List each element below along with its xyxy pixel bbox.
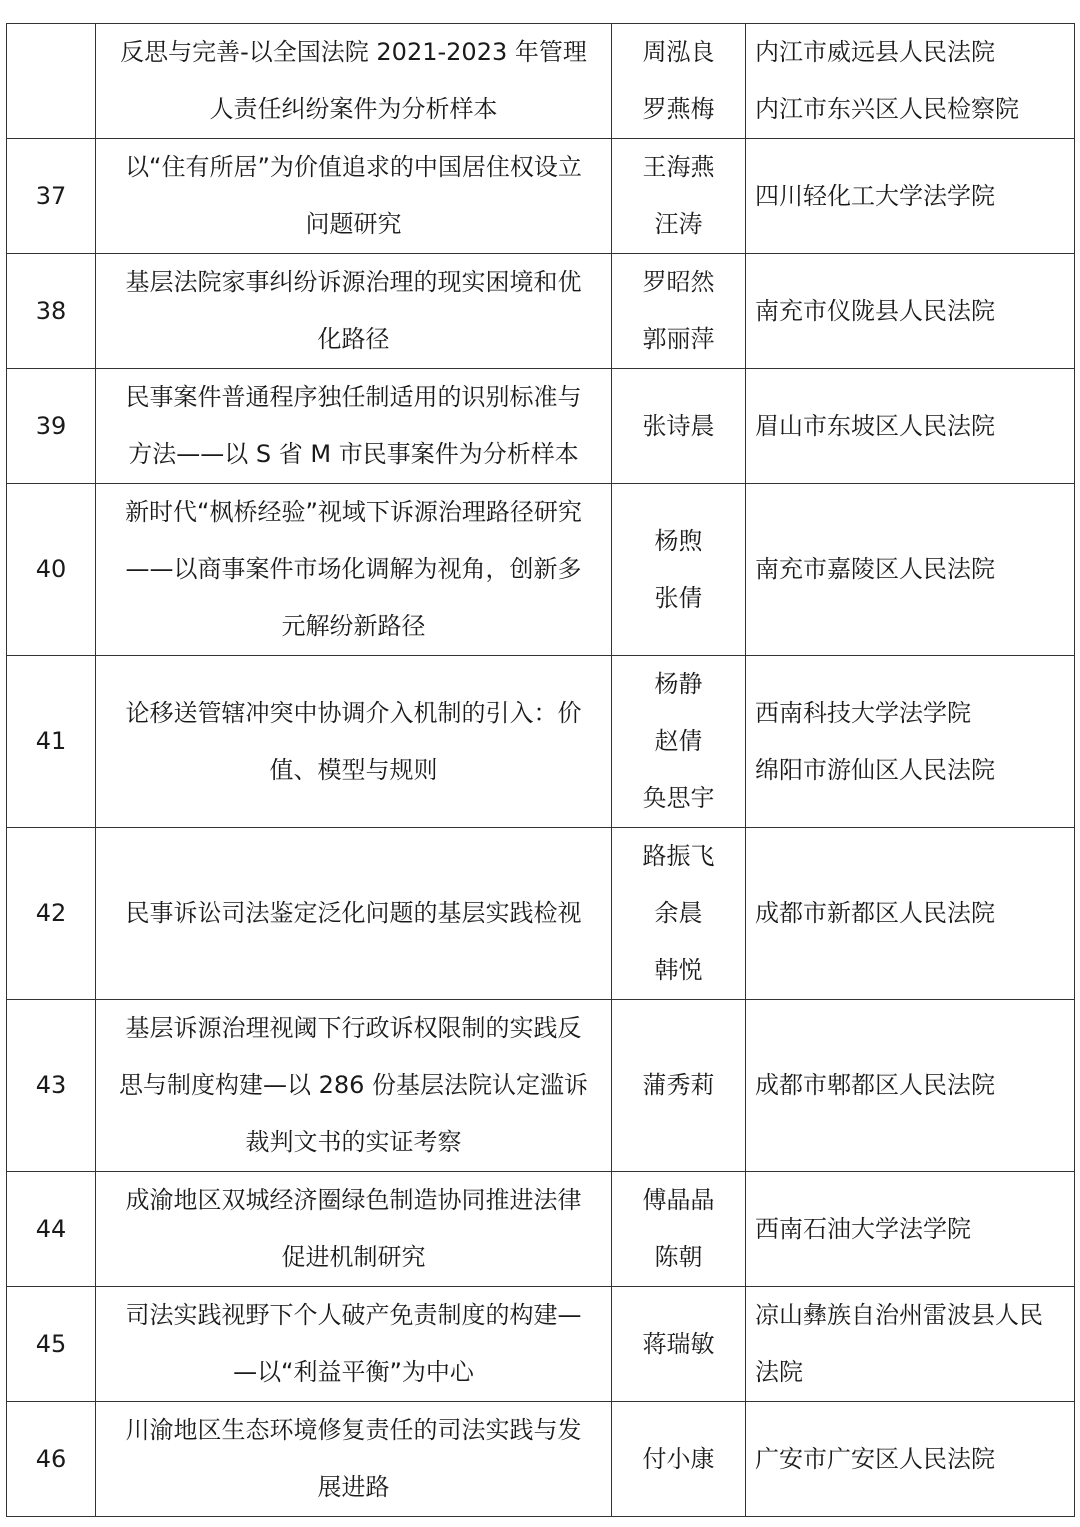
authors: 蒋瑞敏 bbox=[612, 1287, 746, 1402]
organization: 广安市广安区人民法院 bbox=[746, 1402, 1075, 1517]
paper-title: 民事诉讼司法鉴定泛化问题的基层实践检视 bbox=[96, 828, 612, 1000]
paper-title: 基层诉源治理视阈下行政诉权限制的实践反 思与制度构建—以 286 份基层法院认定滥诉 裁判文书的实证考察 bbox=[96, 1000, 612, 1172]
paper-title: 成渝地区双城经济圈绿色制造协同推进法律 促进机制研究 bbox=[96, 1172, 612, 1287]
organization: 四川轻化工大学法学院 bbox=[746, 139, 1075, 254]
authors: 傅晶晶 陈朝 bbox=[612, 1172, 746, 1287]
paper-title: 川渝地区生态环境修复责任的司法实践与发 展进路 bbox=[96, 1402, 612, 1517]
row-number: 46 bbox=[7, 1402, 96, 1517]
organization: 西南石油大学法学院 bbox=[746, 1172, 1075, 1287]
authors: 杨煦 张倩 bbox=[612, 484, 746, 656]
paper-title: 民事案件普通程序独任制适用的识别标准与 方法——以 S 省 M 市民事案件为分析样本 bbox=[96, 369, 612, 484]
row-number: 37 bbox=[7, 139, 96, 254]
organization: 成都市新都区人民法院 bbox=[746, 828, 1075, 1000]
paper-title: 基层法院家事纠纷诉源治理的现实困境和优 化路径 bbox=[96, 254, 612, 369]
table-row bbox=[7, 656, 1075, 828]
table-row bbox=[7, 369, 1075, 484]
row-number: 44 bbox=[7, 1172, 96, 1287]
awards-table bbox=[6, 23, 1075, 1517]
paper-title: 以“住有所居”为价值追求的中国居住权设立 问题研究 bbox=[96, 139, 612, 254]
row-number: 41 bbox=[7, 656, 96, 828]
table-row bbox=[7, 254, 1075, 369]
organization: 成都市郫都区人民法院 bbox=[746, 1000, 1075, 1172]
authors: 王海燕 汪涛 bbox=[612, 139, 746, 254]
organization: 眉山市东坡区人民法院 bbox=[746, 369, 1075, 484]
table-row bbox=[7, 484, 1075, 656]
organization: 南充市嘉陵区人民法院 bbox=[746, 484, 1075, 656]
organization: 内江市威远县人民法院 内江市东兴区人民检察院 bbox=[746, 24, 1075, 139]
authors: 罗昭然 郭丽萍 bbox=[612, 254, 746, 369]
table-row bbox=[7, 1172, 1075, 1287]
table-row bbox=[7, 1402, 1075, 1517]
table-row bbox=[7, 1000, 1075, 1172]
table-row bbox=[7, 1287, 1075, 1402]
authors: 付小康 bbox=[612, 1402, 746, 1517]
row-number: 39 bbox=[7, 369, 96, 484]
organization: 南充市仪陇县人民法院 bbox=[746, 254, 1075, 369]
authors: 杨静 赵倩 奂思宇 bbox=[612, 656, 746, 828]
row-number: 40 bbox=[7, 484, 96, 656]
table-row bbox=[7, 139, 1075, 254]
table-row bbox=[7, 828, 1075, 1000]
authors: 蒲秀莉 bbox=[612, 1000, 746, 1172]
paper-title: 新时代“枫桥经验”视域下诉源治理路径研究 ——以商事案件市场化调解为视角，创新多 元解纷新路径 bbox=[96, 484, 612, 656]
paper-title: 司法实践视野下个人破产免责制度的构建— —以“利益平衡”为中心 bbox=[96, 1287, 612, 1402]
authors: 周泓良 罗燕梅 bbox=[612, 24, 746, 139]
organization: 西南科技大学法学院 绵阳市游仙区人民法院 bbox=[746, 656, 1075, 828]
paper-title: 论移送管辖冲突中协调介入机制的引入：价 值、模型与规则 bbox=[96, 656, 612, 828]
row-number: 43 bbox=[7, 1000, 96, 1172]
row-number: 38 bbox=[7, 254, 96, 369]
paper-title: 反思与完善-以全国法院 2021-2023 年管理 人责任纠纷案件为分析样本 bbox=[96, 24, 612, 139]
row-number: 42 bbox=[7, 828, 96, 1000]
authors: 路振飞 余晨 韩悦 bbox=[612, 828, 746, 1000]
authors: 张诗晨 bbox=[612, 369, 746, 484]
table-row bbox=[7, 24, 1075, 139]
row-number: 45 bbox=[7, 1287, 96, 1402]
organization: 凉山彝族自治州雷波县人民 法院 bbox=[746, 1287, 1075, 1402]
row-number bbox=[7, 24, 96, 139]
